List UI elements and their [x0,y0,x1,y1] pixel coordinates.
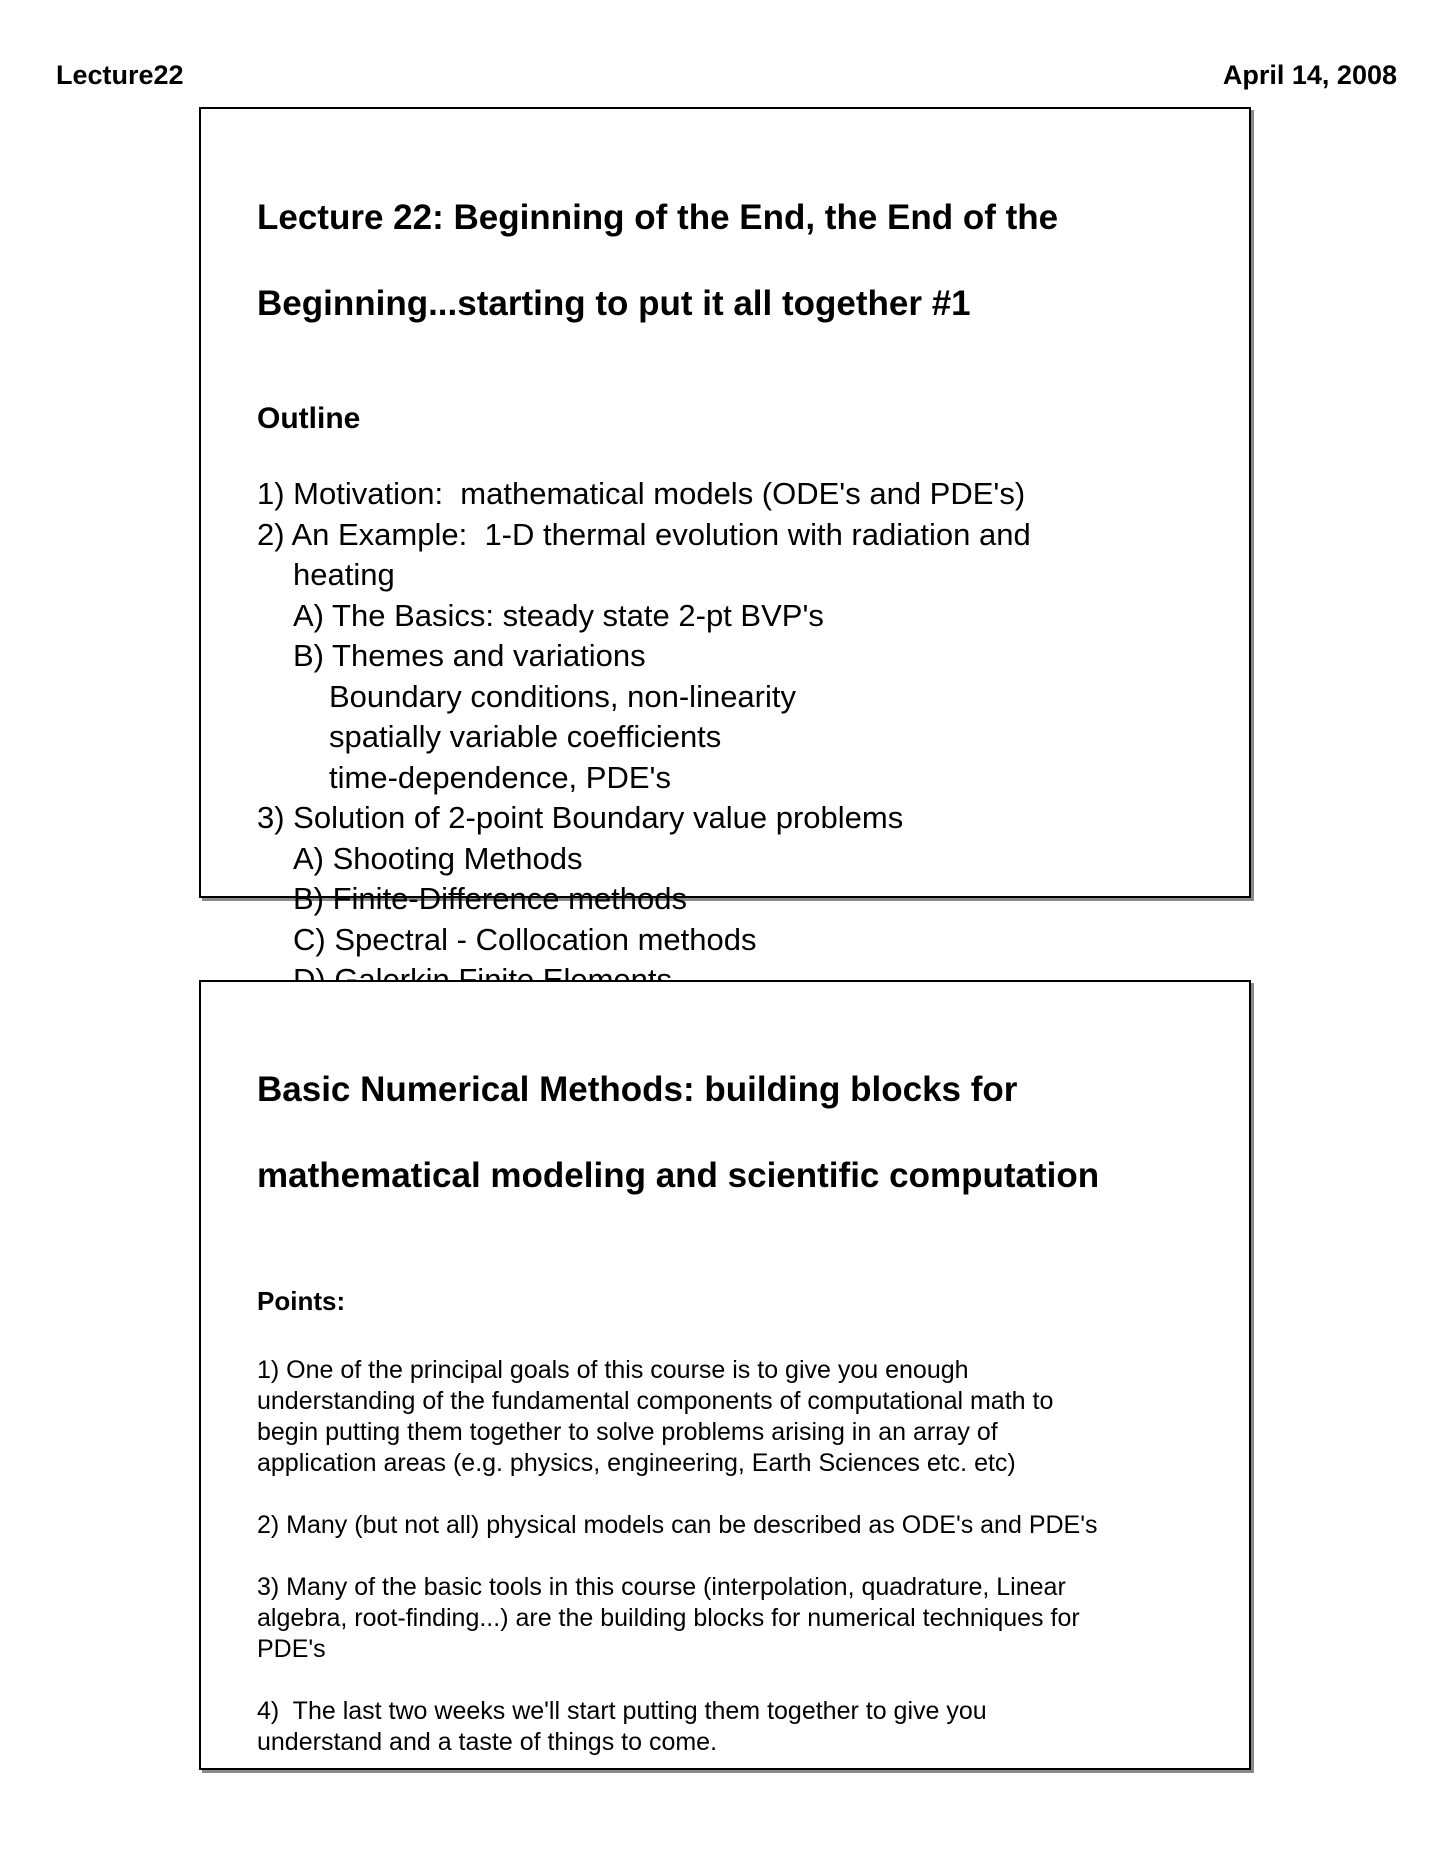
outline-item: A) Shooting Methods [293,840,583,876]
page-header-date: April 14, 2008 [1222,60,1397,90]
outline-item: 2) An Example: 1-D thermal evolution with radiation and [257,516,1031,552]
point-line: understand and a taste of things to come. [257,1728,718,1756]
outline-item: 3) Solution of 2-point Boundary value problems [257,800,904,835]
slide-1 [199,107,1251,957]
outline-item: A) The Basics: steady state 2-pt BVP's [293,597,824,633]
outline-item: heating [293,557,395,592]
outline-item: spatially variable coefficients [329,719,722,754]
point-line: 2) Many (but not all) physical models can be described as ODE's and PDE's [257,1511,1098,1539]
point-line: begin putting them together to solve problems arising in an array of [257,1418,998,1446]
slide-2-title-line: mathematical modeling and scientific computation [257,1156,1100,1195]
slide-1-content [257,153,1209,1001]
point-line: 1) One of the principal goals of this course is to give you enough [257,1356,969,1384]
outline-item: Boundary conditions, non-linearity [329,678,796,714]
point-item [257,1355,1209,1479]
outline-heading: Outline [257,402,361,435]
outline-item: B) Themes and variations [293,638,646,673]
point-item [257,1696,1209,1758]
slide-1-title [257,153,1209,368]
point-line: 4) The last two weeks we'll start putting them together to give you [257,1697,987,1725]
points-list [257,1355,1209,1758]
point-line: 3) Many of the basic tools in this course (interpolation, quadrature, Linear [257,1573,1066,1601]
outline-list [257,474,1209,1001]
page-header-lecture: Lecture22 [56,60,184,90]
outline-item: B) Finite-Difference methods [293,881,687,916]
point-line: application areas (e.g. physics, engineering, Earth Sciences etc. etc) [257,1449,1016,1477]
slide-2 [199,980,1251,1770]
point-item [257,1572,1209,1665]
point-line: PDE's [257,1635,326,1663]
point-line: algebra, root-finding...) are the building blocks for numerical techniques for [257,1604,1080,1632]
points-heading: Points: [257,1286,346,1316]
slide-1-title-line: Lecture 22: Beginning of the End, the End of the [257,198,1059,237]
outline-item: time-dependence, PDE's [329,759,671,795]
point-item [257,1510,1209,1541]
point-line: understanding of the fundamental components of computational math to [257,1387,1054,1415]
outline-item: C) Spectral - Collocation methods [293,921,757,957]
slide-2-content [257,1025,1209,1789]
slide-2-title [257,1025,1209,1240]
slide-2-title-line: Basic Numerical Methods: building blocks for [257,1070,1018,1109]
outline-item: 1) Motivation: mathematical models (ODE's and PDE's) [257,476,1026,511]
slide-1-title-line: Beginning...starting to put it all together #1 [257,284,971,323]
